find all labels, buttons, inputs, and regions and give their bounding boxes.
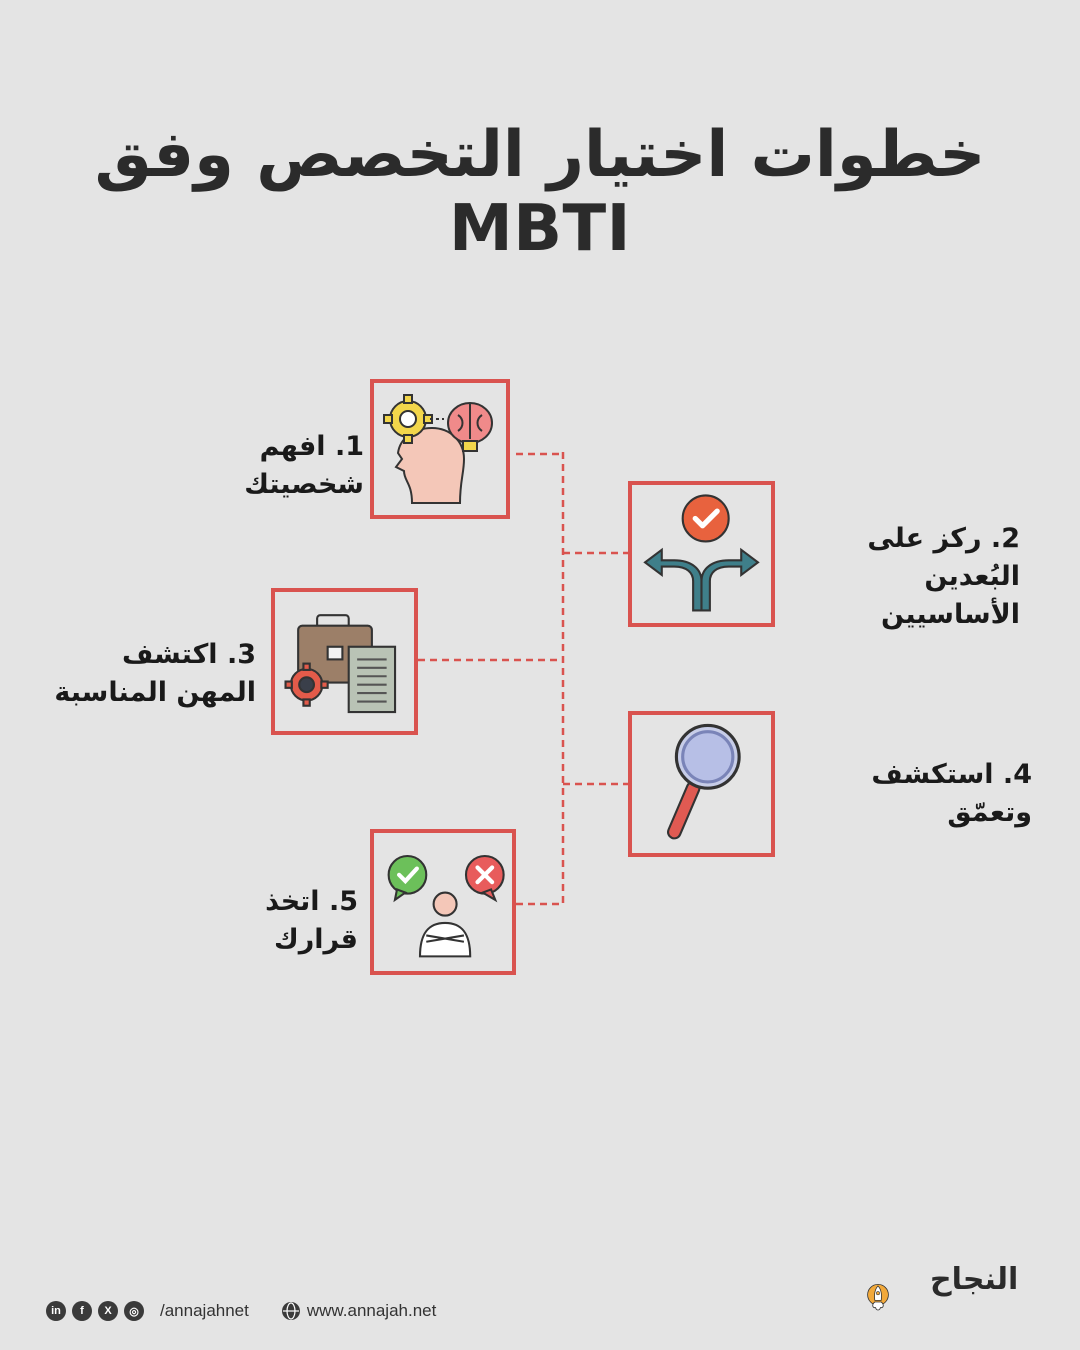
step-3-icon-box: [271, 588, 418, 735]
step-5-label: 5. اتخذ قرارك: [265, 886, 358, 955]
step-5-icon-box: [370, 829, 516, 975]
step-3-label: 3. اكتشف المهن المناسبة: [54, 639, 256, 708]
instagram-icon[interactable]: ◎: [124, 1301, 144, 1321]
person-decision-icon: [374, 833, 512, 971]
page-title: خطوات اختيار التخصص وفق MBTI: [94, 118, 986, 266]
globe-icon: [281, 1301, 301, 1321]
footer-social: [46, 1298, 436, 1324]
social-handle: /annajahnet: [160, 1301, 249, 1320]
split-arrows-check-icon: [632, 485, 771, 623]
website-link[interactable]: www.annajah.net: [306, 1301, 437, 1320]
rocket-logo-icon: [866, 1258, 926, 1338]
brand-name: النجاح: [930, 1262, 1019, 1297]
step-4-icon-box: [628, 711, 775, 857]
magnifying-glass-icon: [632, 715, 771, 853]
step-4-label: 4. استكشف وتعمّق: [871, 759, 1032, 828]
briefcase-documents-gear-icon: [275, 592, 414, 731]
step-2-icon-box: [628, 481, 775, 627]
x-icon[interactable]: X: [98, 1301, 118, 1321]
step-1-icon-box: [370, 379, 510, 519]
step-2-label: 2. ركز على البُعدين الأساسيين: [867, 523, 1020, 630]
step-1-label: 1. افهم شخصيتك: [244, 431, 364, 500]
facebook-icon[interactable]: f: [72, 1301, 92, 1321]
head-gear-brain-icon: [374, 383, 506, 515]
linkedin-icon[interactable]: in: [46, 1301, 66, 1321]
